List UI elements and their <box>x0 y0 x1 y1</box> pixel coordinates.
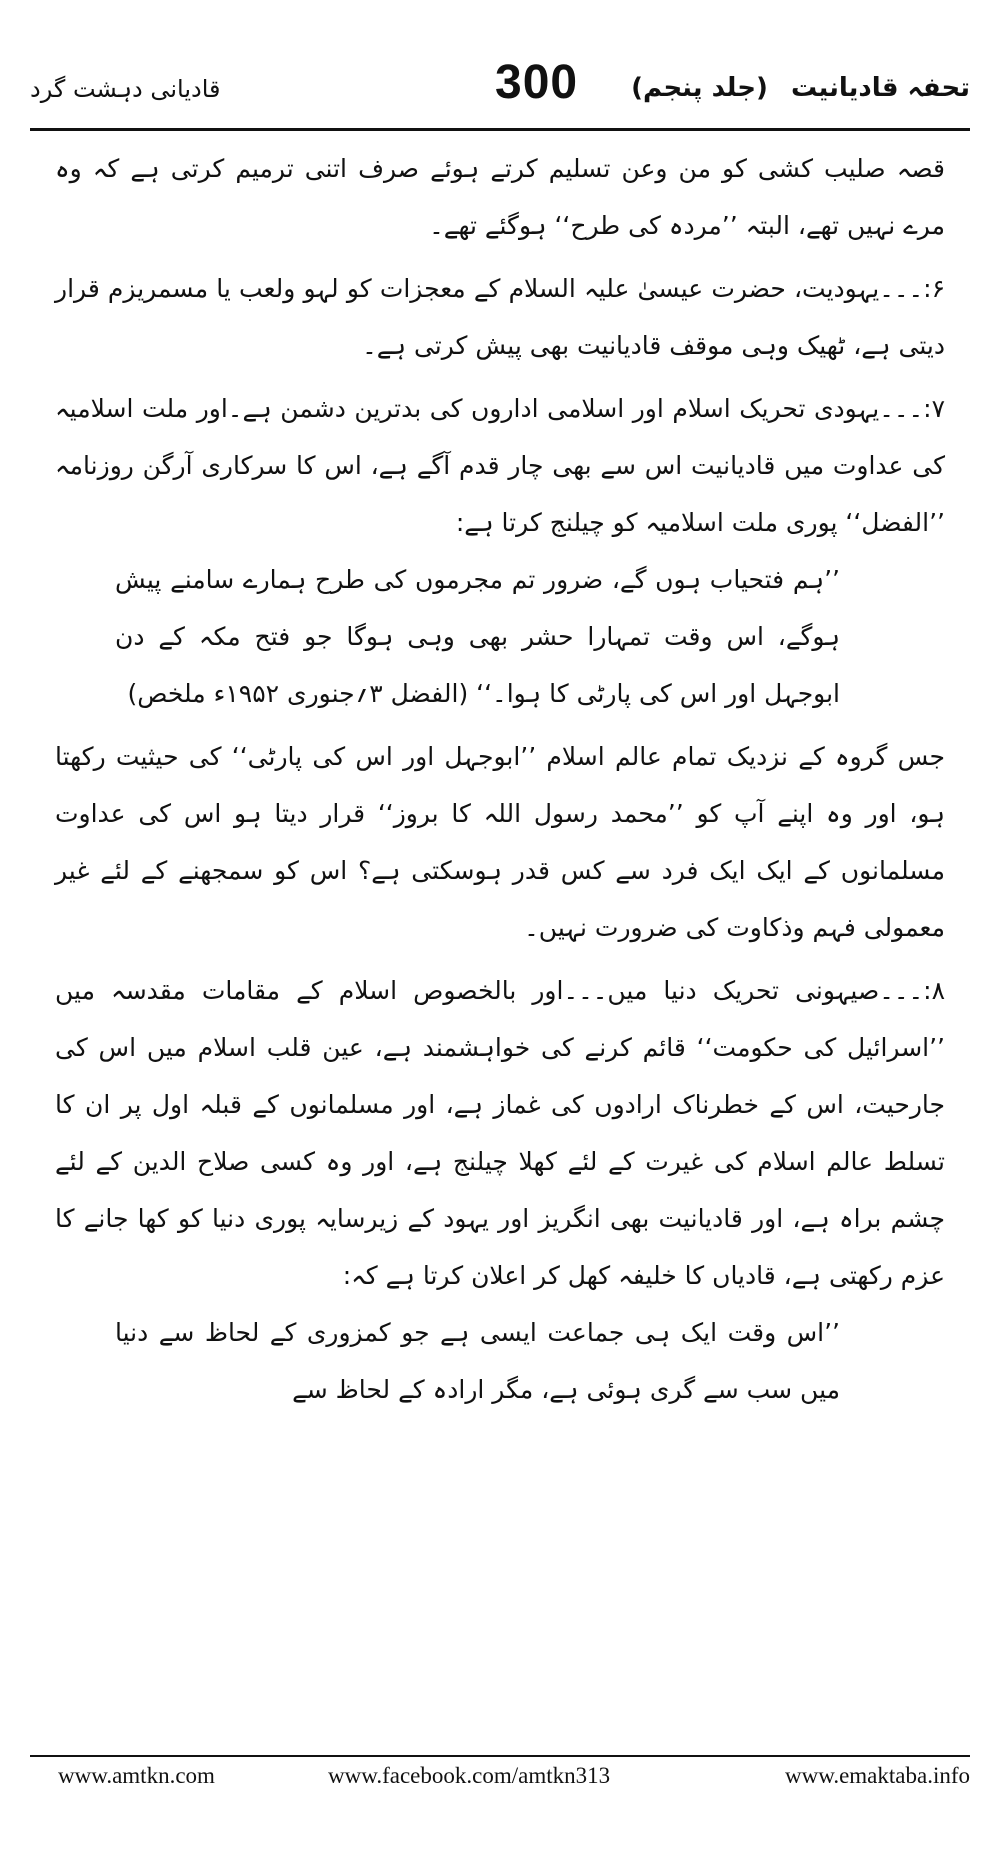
footer-link-amtkn[interactable]: www.amtkn.com <box>58 1763 215 1788</box>
page-footer <box>30 1763 970 1803</box>
header-book-title: تحفہ قادیانیت <box>790 73 970 103</box>
paragraph-1: قصہ صلیب کشی کو من وعن تسلیم کرتے ہوئے صرف اتنی ترمیم کرتی ہے کہ وہ مرے نہیں تھے، البتہ ’’مردہ کی طرح‘‘ ہوگئے تھے۔ <box>55 154 945 240</box>
header-chapter-title: قادیانی دہشت گرد <box>30 75 221 103</box>
header-divider <box>30 128 970 131</box>
quote-alfazl <box>115 551 840 722</box>
page-number: 300 <box>495 56 579 109</box>
page-body <box>55 140 945 1418</box>
quote-alfazl-text: ’’ہم فتحیاب ہوں گے، ضرور تم مجرموں کی طرح ہمارے سامنے پیش ہوگے، اس وقت تمہارا حشر بھی وہی ہوگا جو فتح مکہ کے دن ابوجہل اور اس کی پارٹی کا ہوا۔‘‘ <box>115 565 840 708</box>
quote-khalifa: ’’اس وقت ایک ہی جماعت ایسی ہے جو کمزوری کے لحاظ سے دنیا میں سب سے گری ہوئی ہے، مگر ارادہ کے لحاظ سے <box>115 1318 840 1404</box>
paragraph-4: جس گروہ کے نزدیک تمام عالم اسلام ’’ابوجہل اور اس کی پارٹی‘‘ کی حیثیت رکھتا ہو، اور وہ اپنے آپ کو ’’محمد رسول اللہ کا بروز‘‘ قرار دیتا ہو اس کی عداوت مسلمانوں کے ایک ایک فرد سے کس قدر ہوسکتی ہے؟ اس کو سمجھنے کے لئے غیر معمولی فہم وذکاوت کی ضرورت نہیں۔ <box>55 742 945 942</box>
footer-link-emaktaba[interactable]: www.emaktaba.info <box>785 1763 970 1788</box>
paragraph-2-point-6: ۶:۔۔۔یہودیت، حضرت عیسیٰ علیہ السلام کے معجزات کو لہو ولعب یا مسمریزم قرار دیتی ہے، ٹھیک وہی موقف قادیانیت بھی پیش کرتی ہے۔ <box>55 274 945 360</box>
footer-link-facebook[interactable]: www.facebook.com/amtkn313 <box>328 1763 611 1788</box>
header-book-title-group <box>631 73 970 103</box>
paragraph-5-point-8: ۸:۔۔۔صیہونی تحریک دنیا میں۔۔۔اور بالخصوص اسلام کے مقامات مقدسہ میں ’’اسرائیل کی حکومت‘‘ قائم کرنے کی خواہشمند ہے، عین قلب اسلام میں اس کی جارحیت، اس کے خطرناک ارادوں کی غماز ہے، اور مسلمانوں کے قبلہ اول پر ان کا تسلط عالم اسلام کی غیرت کے لئے کھلا چیلنج ہے، اور وہ کسی صلاح الدین کے لئے چشم براہ ہے، اور قادیانیت بھی انگریز اور یہود کے زیرسایہ پوری دنیا کو کھا جانے کا عزم رکھتی ہے، قادیاں کا خلیفہ کھل کر اعلان کرتا ہے کہ: <box>55 976 945 1290</box>
quote-alfazl-source: (الفضل ۳؍جنوری ۱۹۵۲ء ملخص) <box>127 679 469 708</box>
page-header <box>30 55 970 125</box>
footer-divider <box>30 1755 970 1757</box>
header-volume: (جلد پنجم) <box>631 73 768 103</box>
paragraph-3-point-7: ۷:۔۔۔یہودی تحریک اسلام اور اسلامی اداروں کی بدترین دشمن ہے۔اور ملت اسلامیہ کی عداوت میں قادیانیت اس سے بھی چار قدم آگے ہے، اس کا سرکاری آرگن روزنامہ ’’الفضل‘‘ پوری ملت اسلامیہ کو چیلنج کرتا ہے: <box>55 394 945 537</box>
